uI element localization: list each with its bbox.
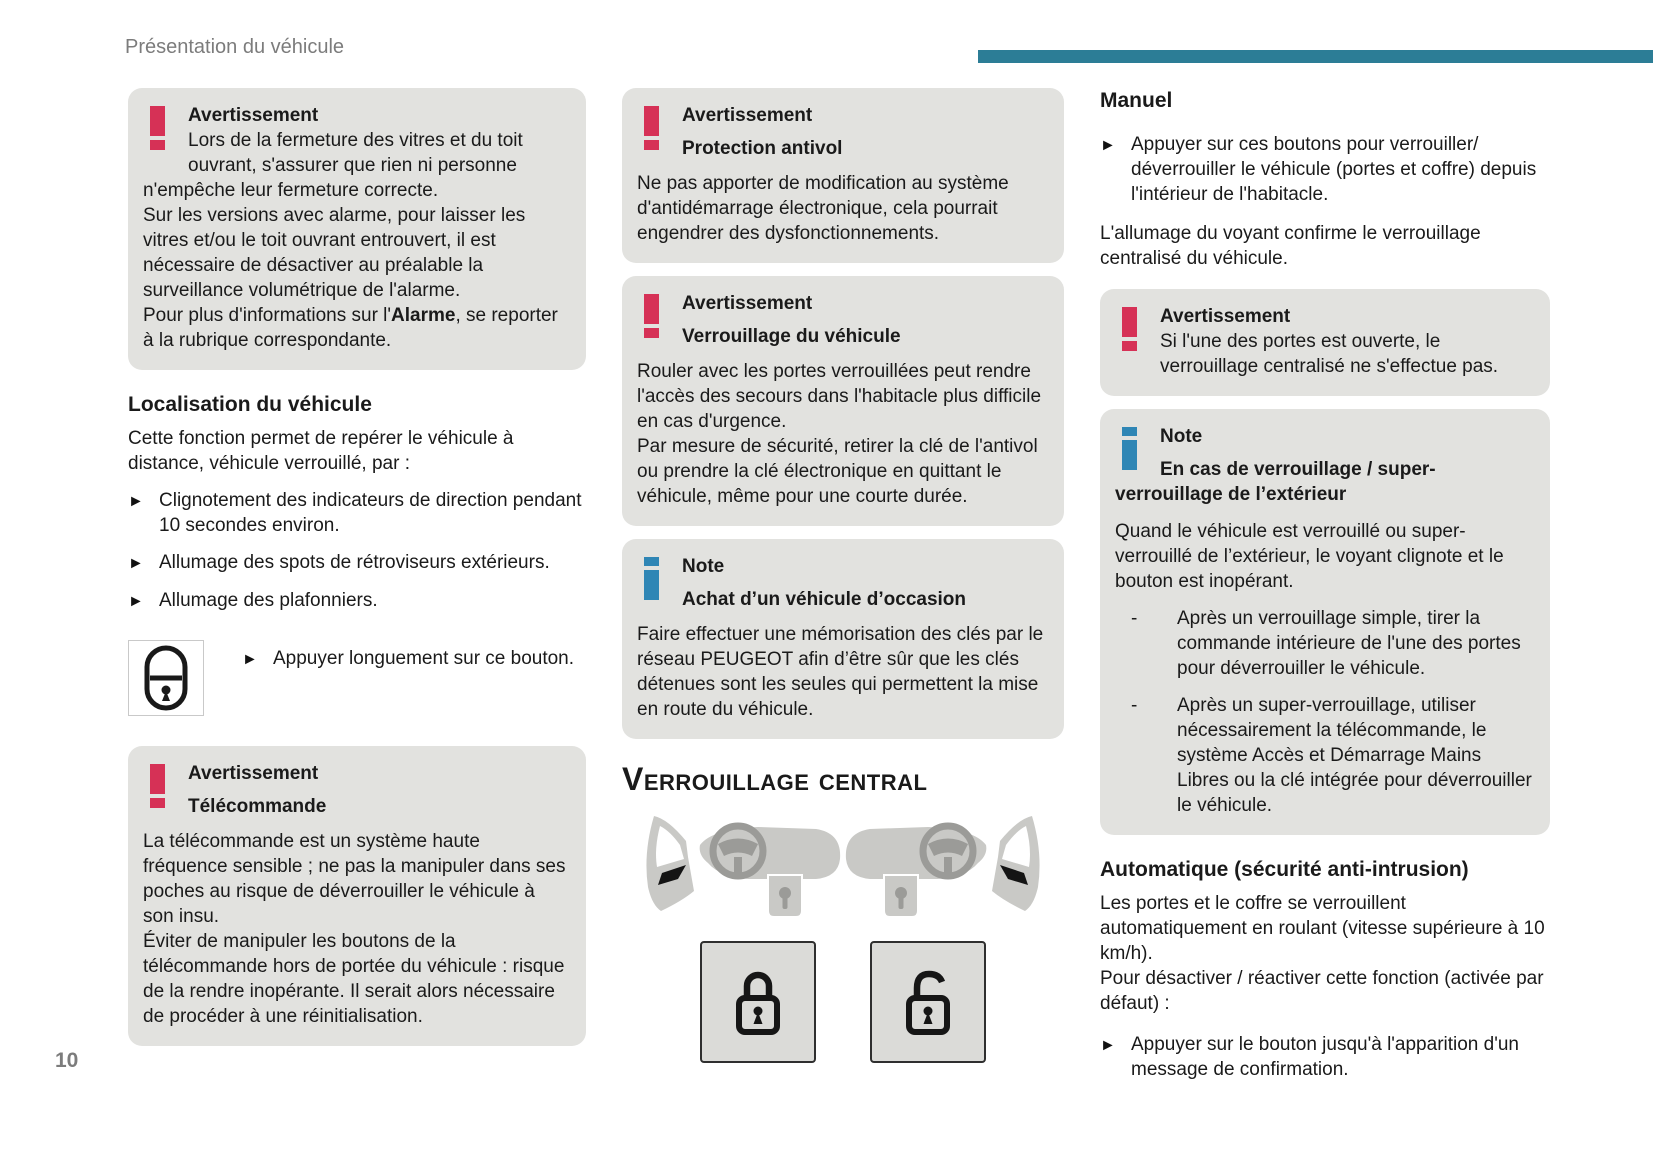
- paragraph: Rouler avec les portes verrouillées peut rendre l'accès des secours dans l'habitacle plus difficile en cas d'urgence.: [637, 361, 1042, 432]
- column-1: [128, 88, 586, 1046]
- bullet-item: [1100, 1032, 1550, 1082]
- arrow-bullet-icon: ►: [1100, 137, 1116, 154]
- lock-button-box: [128, 640, 204, 716]
- box-subtitle: Achat d’un véhicule d’occasion: [682, 589, 967, 610]
- dash-bullet-icon: -: [1131, 695, 1138, 716]
- paragraph: [143, 303, 568, 353]
- heading-manuel: Manuel: [1100, 89, 1173, 112]
- paragraph: Les portes et le coffre se verrouillent automatiquement en roulant (vitesse supérieure à 10 km/h).: [1100, 893, 1545, 964]
- warning-icon: [150, 106, 165, 150]
- warning-icon: [644, 294, 659, 338]
- column-3: [1100, 88, 1550, 1082]
- accent-bar: [978, 50, 1653, 63]
- car-doors-illustration: [628, 811, 1058, 929]
- arrow-bullet-icon: ►: [242, 651, 258, 668]
- warning-box-remote: [128, 746, 586, 1046]
- bullet-text: Appuyer sur ces boutons pour verrouiller/ déverrouiller le véhicule (portes et coffre) depuis l'intérieur de l'habitacle.: [1131, 134, 1537, 205]
- left-dashboard: [646, 816, 840, 917]
- dash-item-text: Après un super-verrouillage, utiliser nécessairement la télécommande, le système Accès et Démarrage Mains Libres ou la clé intégrée pour déverrouiller le véhicule.: [1177, 695, 1532, 816]
- note-box-exterior-locking: [1100, 409, 1550, 835]
- dash-list-item: [1115, 606, 1532, 681]
- paragraph: Lors de la fermeture des vitres et du toit ouvrant, s'assurer que rien ni personne n'empêche leur fermeture correcte.: [143, 130, 523, 201]
- bullet-text: Appuyer longuement sur ce bouton.: [273, 648, 575, 669]
- warning-box-door-open: [1100, 289, 1550, 396]
- paragraph: Faire effectuer une mémorisation des clés par le réseau PEUGEOT afin d’être sûr que les clés détenues sont les seules qui permettent la mise en route du véhicule.: [637, 624, 1044, 720]
- bullet-item: [128, 550, 586, 576]
- warning-box-antitheft: [622, 88, 1064, 263]
- lock-state-row: [622, 941, 1064, 1063]
- note-icon: [644, 557, 659, 600]
- column-2: [622, 88, 1064, 1063]
- box-subtitle: Protection antivol: [682, 138, 843, 159]
- box-subtitle: Télécommande: [188, 796, 327, 817]
- paragraph: Sur les versions avec alarme, pour laisser les vitres et/ou le toit ouvrant entrouvert, il est nécessaire de désactiver au préalable la surveillance volumétrique de l'alarme.: [143, 205, 526, 301]
- note-box-used-vehicle: [622, 539, 1064, 739]
- dash-list-item: [1115, 693, 1532, 818]
- dash-item-text: Après un verrouillage simple, tirer la commande intérieure de l'une des portes pour déverrouiller le véhicule.: [1177, 608, 1521, 679]
- text-run: , se reporter à la rubrique correspondante.: [143, 305, 558, 351]
- paragraph: Par mesure de sécurité, retirer la clé de l'antivol ou prendre la clé électronique en quittant le véhicule, même pour une courte durée.: [637, 436, 1038, 507]
- paragraph: Éviter de manipuler les boutons de la télécommande hors de portée du véhicule : risque de la rendre inopérante. Il serait alors nécessaire de procéder à une réinitialisation.: [143, 931, 565, 1027]
- box-title: Avertissement: [1160, 306, 1291, 327]
- warning-icon: [644, 106, 659, 150]
- box-title: Avertissement: [682, 293, 813, 314]
- arrow-bullet-icon: ►: [1100, 1037, 1116, 1054]
- pill-padlock-icon: [143, 645, 189, 711]
- box-title: Note: [682, 556, 725, 577]
- heading-localisation: Localisation du véhicule: [128, 393, 372, 416]
- bullet-item: [128, 588, 586, 614]
- box-subtitle: En cas de verrouillage / super-verrouillage de l’extérieur: [1115, 459, 1436, 505]
- warning-box-windows: [128, 88, 586, 370]
- bullet-item: [242, 646, 586, 672]
- bullet-item: [1100, 132, 1550, 207]
- bullet-text: Appuyer sur le bouton jusqu'à l'apparition d'un message de confirmation.: [1131, 1034, 1519, 1080]
- box-title: Avertissement: [682, 105, 813, 126]
- bullet-item: [128, 488, 586, 538]
- warning-box-locking: [622, 276, 1064, 526]
- box-title: Avertissement: [188, 105, 319, 126]
- warning-icon: [1122, 307, 1137, 351]
- box-subtitle: Verrouillage du véhicule: [682, 326, 901, 347]
- section-title-central-locking: Verrouillage central: [622, 761, 928, 797]
- text-run: Pour plus d'informations sur l': [143, 305, 392, 326]
- warning-icon: [150, 764, 165, 808]
- paragraph: L'allumage du voyant confirme le verrouillage centralisé du véhicule.: [1100, 223, 1481, 269]
- paragraph: Si l'une des portes est ouverte, le verrouillage centralisé ne s'effectue pas.: [1160, 331, 1499, 377]
- note-icon: [1122, 427, 1137, 470]
- bullet-text: Allumage des plafonniers.: [159, 590, 378, 611]
- open-padlock-icon: [900, 967, 956, 1037]
- arrow-bullet-icon: ►: [128, 493, 144, 510]
- paragraph: Quand le véhicule est verrouillé ou super-verrouillé de l’extérieur, le voyant clignote et le bouton est inopérant.: [1115, 521, 1504, 592]
- paragraph: Pour désactiver / réactiver cette fonction (activée par défaut) :: [1100, 968, 1544, 1014]
- breadcrumb: Présentation du véhicule: [125, 36, 345, 58]
- dash-bullet-icon: -: [1131, 608, 1138, 629]
- arrow-bullet-icon: ►: [128, 593, 144, 610]
- page-number: 10: [55, 1049, 79, 1072]
- box-title: Note: [1160, 426, 1203, 447]
- unlocked-state-box: [870, 941, 986, 1063]
- bold-text-run: Alarme: [391, 305, 456, 326]
- paragraph: Ne pas apporter de modification au système d'antidémarrage électronique, cela pourrait engendrer des dysfonctionnements.: [637, 173, 1009, 244]
- bullet-text: Allumage des spots de rétroviseurs extérieurs.: [159, 552, 550, 573]
- lock-button-row: [128, 640, 586, 716]
- box-title: Avertissement: [188, 763, 319, 784]
- bullet-text: Clignotement des indicateurs de direction pendant 10 secondes environ.: [159, 490, 582, 536]
- paragraph: Cette fonction permet de repérer le véhicule à distance, véhicule verrouillé, par :: [128, 428, 514, 474]
- arrow-bullet-icon: ►: [128, 555, 144, 572]
- right-dashboard: [846, 816, 1040, 917]
- paragraph: La télécommande est un système haute fréquence sensible ; ne pas la manipuler dans ses poches au risque de déverrouiller le véhicule à son insu.: [143, 831, 566, 927]
- closed-padlock-icon: [730, 967, 786, 1037]
- locked-state-box: [700, 941, 816, 1063]
- heading-automatique: Automatique (sécurité anti-intrusion): [1100, 858, 1469, 881]
